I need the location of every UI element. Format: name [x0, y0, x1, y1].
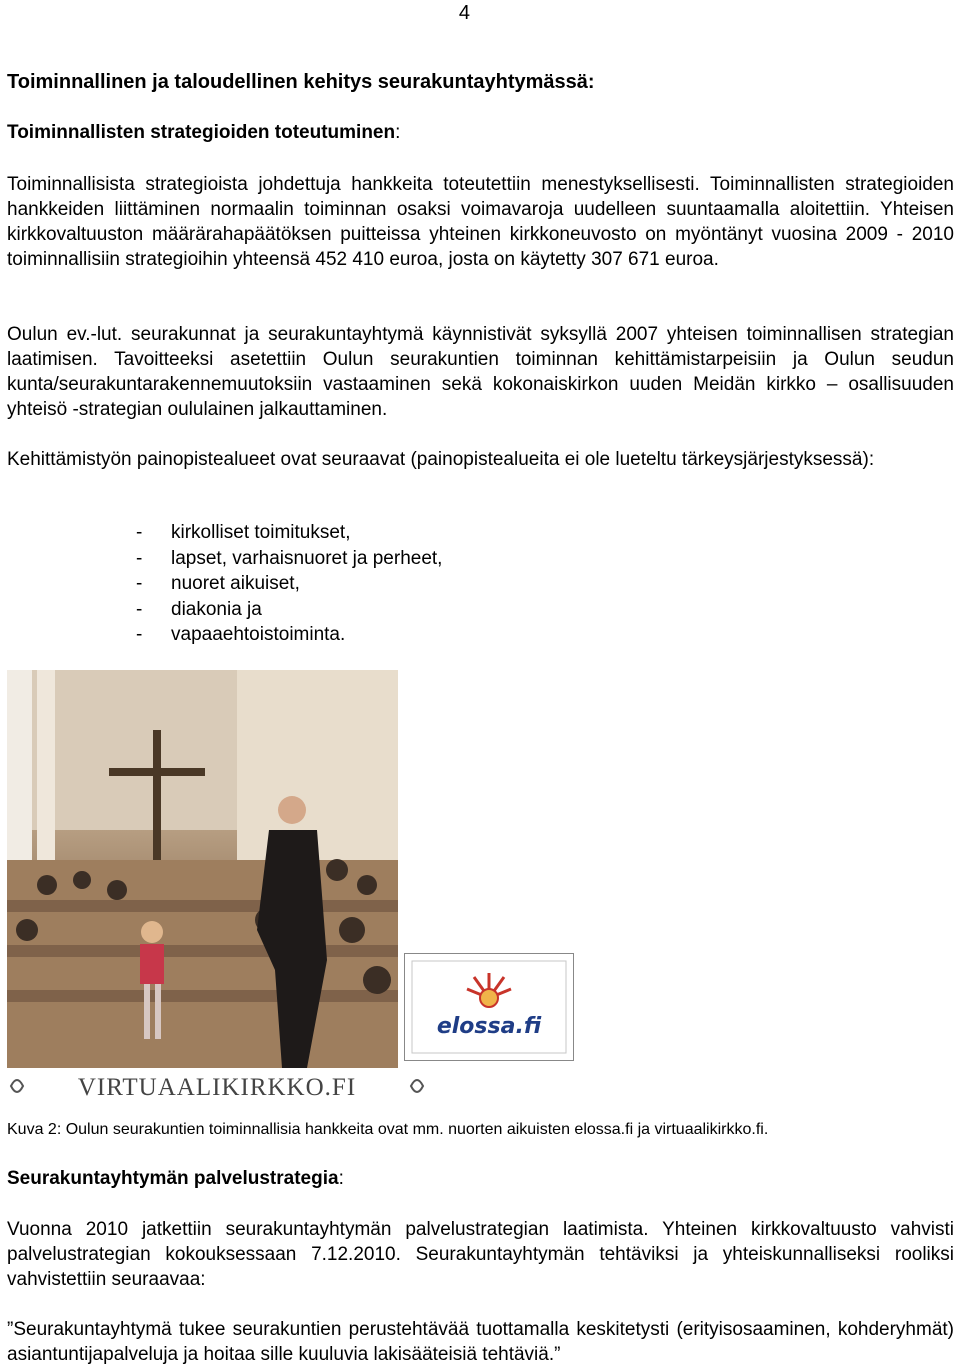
main-heading: Toiminnallinen ja taloudellinen kehitys seurakuntayhtymässä: [7, 71, 595, 93]
section-title-colon: : [338, 1168, 344, 1189]
paragraph-strategies-1: Toiminnallisista strategioista johdettuja hankkeita toteutettiin menestyksellisesti. Toiminnallisten strategioiden hankkeiden liittäminen normaalin toiminnan osaksi voimavaroja uudelleen suuntaamalla aloitettiin. Yhteisen kirkkovaltuuston määrärahapäätöksen puitteissa yhteinen kirkkoneuvosto on myöntänyt vuosina 2009 - 2010 toiminnallisiin strategioihin yhteensä 452 410 euroa, josta on käytetty 307 671 euroa. [7, 174, 954, 270]
paragraph-service-strategy-1: Vuonna 2010 jatkettiin seurakuntayhtymän palvelustrategian laatimista. Yhteinen kirkkovaltuusto vahvisti palvelustrategian kokouksessaan 7.12.2010. Seurakuntayhtymän tehtäviksi ja yhteiskunnalliseksi rooliksi vahvistettiin seuraavaa: [7, 1219, 954, 1290]
elossa-logo-text: elossa.fi [436, 1014, 542, 1039]
section-title-strategies-text: Toiminnallisten strategioiden toteutuminen [7, 122, 396, 143]
page-number: 4 [458, 2, 470, 24]
section-title-service-strategy-text: Seurakuntayhtymän palvelustrategia [7, 1168, 339, 1189]
list-item: - lapset, varhaisnuoret ja perheet, [136, 547, 443, 569]
list-item: - vapaaehtoistoiminta. [136, 624, 346, 645]
list-item: - nuoret aikuiset, [136, 573, 300, 594]
section-title-service-strategy [7, 1168, 954, 1190]
paragraph-service-strategy-quote: ”Seurakuntayhtymä tukee seurakuntien perustehtävää tuottamalla keskitetysti (erityisosaaminen, kohderyhmät) asiantuntijapalveluja ja hoitaa sille kuuluvia lakisääteisiä tehtäviä.” [7, 1319, 954, 1365]
paragraph-strategies-2: Oulun ev.-lut. seurakunnat ja seurakuntayhtymä käynnistivät syksyllä 2007 yhteisen toiminnallisen strategian laatimisen. Tavoitteeksi asetettiin Oulun seurakuntien toiminnan kehittämistarpeisiin ja Oulun seudun kunta/seurakuntarakennemuutoksiin vastaaminen sekä kokonaiskirkon uuden Meidän kirkko – osallisuuden yhteisö -strategian oululainen jalkauttaminen. [7, 324, 954, 420]
figure-caption: Kuva 2: Oulun seurakuntien toiminnallisia hankkeita ovat mm. nuorten aikuisten elossa.fi ja virtuaalikirkko.fi. [7, 1121, 769, 1138]
list-item: - diakonia ja [136, 598, 262, 620]
elossa-logo [404, 953, 574, 1061]
list-item: - kirkolliset toimitukset, [136, 522, 351, 543]
priority-list [136, 520, 442, 648]
virtuaalikirkko-logo [7, 1070, 427, 1102]
church-photo [7, 670, 398, 1068]
section-title-colon: : [395, 122, 401, 143]
section-title-strategies [7, 122, 954, 144]
paragraph-priorities: Kehittämistyön painopistealueet ovat seuraavat (painopistealueita ei ole lueteltu tärkeysjärjestyksessä): [7, 449, 875, 470]
virtuaalikirkko-logo-text: VIRTUAALIKIRKKO.FI [77, 1074, 357, 1101]
